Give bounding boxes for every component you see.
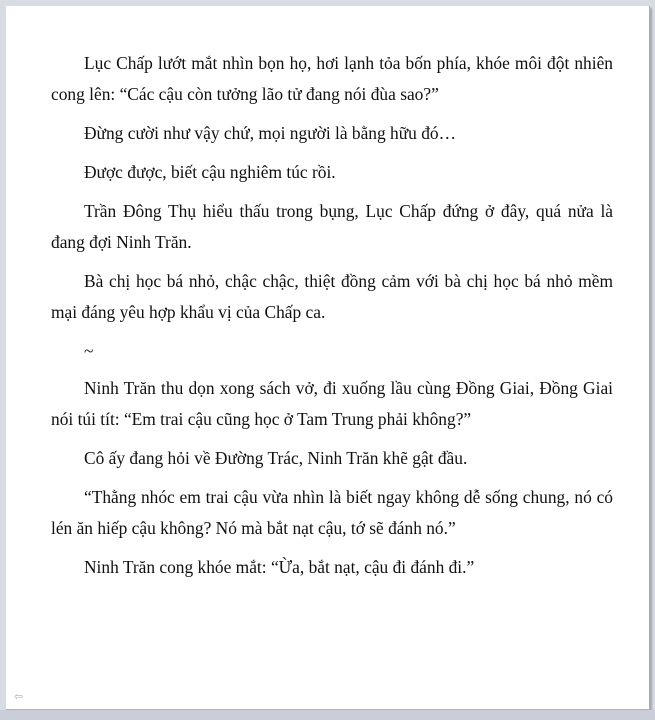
left-arrow-icon[interactable]: ⇦: [14, 690, 24, 703]
paragraph: Bà chị học bá nhỏ, chậc chậc, thiệt đồng cảm với bà chị học bá nhỏ mềm mại đáng yêu hợp khẩu vị của Chấp ca.: [51, 271, 613, 322]
paragraph: Ninh Trăn cong khóe mắt: “Ừa, bắt nạt, cậu đi đánh đi.”: [84, 557, 475, 577]
document-page: [6, 6, 650, 710]
paragraph: Cô ấy đang hỏi về Đường Trác, Ninh Trăn khẽ gật đầu.: [84, 448, 468, 468]
paragraph: Đừng cười như vậy chứ, mọi người là bằng hữu đó…: [84, 123, 456, 143]
paragraph: Ninh Trăn thu dọn xong sách vở, đi xuống lầu cùng Đồng Giai, Đồng Giai nói túi tít: “Em trai cậu cũng học ở Tam Trung phải không?”: [51, 378, 613, 429]
paragraph: Được được, biết cậu nghiêm túc rồi.: [84, 162, 336, 182]
paragraph: Lục Chấp lướt mắt nhìn bọn họ, hơi lạnh tỏa bốn phía, khóe môi đột nhiên cong lên: “Các cậu còn tưởng lão tử đang nói đùa sao?”: [51, 53, 613, 104]
horizontal-scrollbar[interactable]: [0, 710, 655, 720]
paragraph: Trần Đông Thụ hiểu thấu trong bụng, Lục Chấp đứng ở đây, quá nửa là đang đợi Ninh Trăn.: [51, 201, 613, 252]
paragraph: “Thằng nhóc em trai cậu vừa nhìn là biết ngay không dễ sống chung, nó có lén ăn hiếp cậu không? Nó mà bắt nạt cậu, tớ sẽ đánh nó.”: [51, 487, 613, 538]
section-separator: ~: [84, 341, 94, 361]
document-body: [51, 48, 613, 591]
